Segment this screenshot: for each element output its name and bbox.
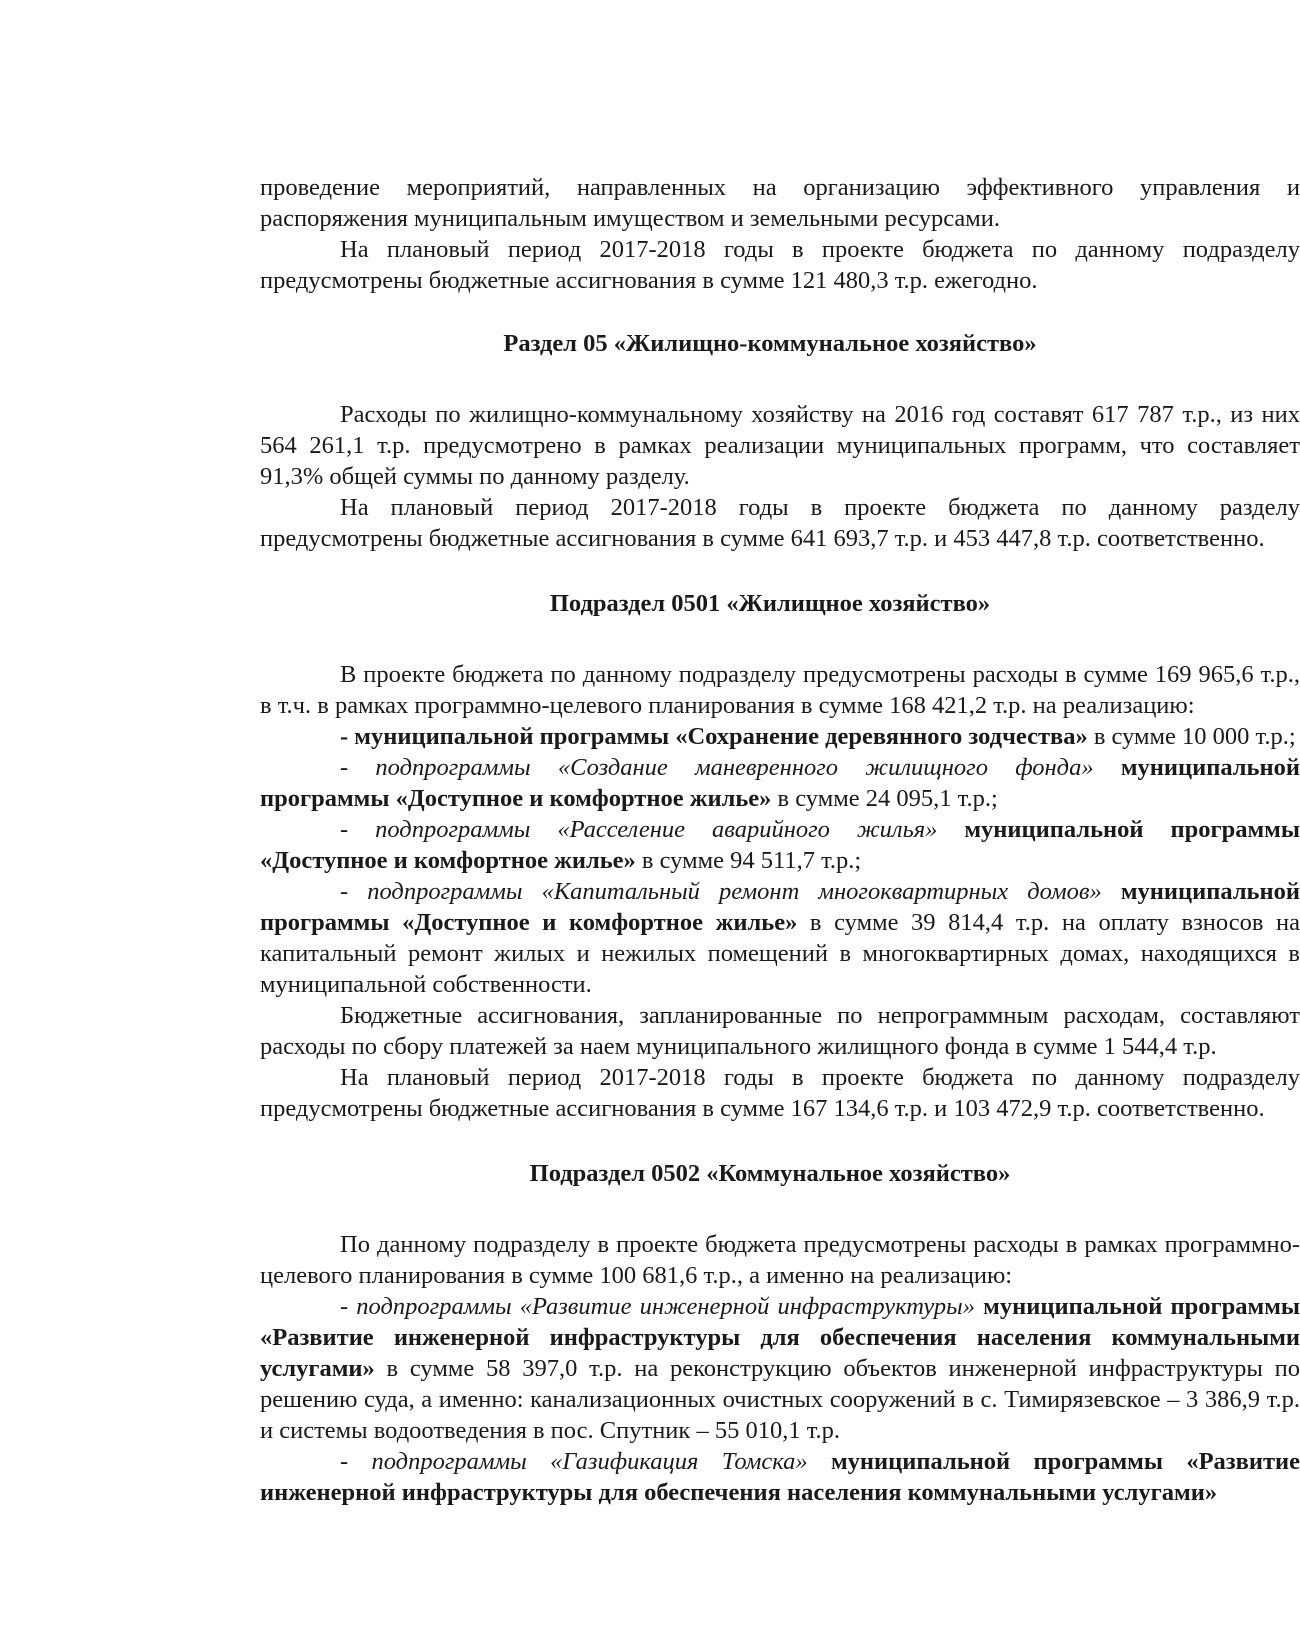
document-body bbox=[260, 172, 1300, 1508]
subprogram-name: - подпрограммы «Расселение аварийного жилья» bbox=[340, 816, 938, 843]
list-item-wooden-architecture bbox=[260, 721, 1300, 752]
list-item-emergency-housing bbox=[260, 814, 1300, 876]
section-05-plan-paragraph: На плановый период 2017-2018 годы в проекте бюджета по данному разделу предусмотрены бюджетные ассигнования в сумме 641 693,7 т.р. и 453 447,8 т.р. соответственно. bbox=[260, 494, 1300, 552]
paragraph-plan-period: На плановый период 2017-2018 годы в проекте бюджета по данному подразделу предусмотрены бюджетные ассигнования в сумме 121 480,3 т.р. ежегодно. bbox=[260, 236, 1300, 294]
subsection-0502-heading: Подраздел 0502 «Коммунальное хозяйство» bbox=[529, 1160, 1011, 1187]
list-item-capital-repair bbox=[260, 876, 1300, 1000]
subsection-0501-intro: В проекте бюджета по данному подразделу предусмотрены расходы в сумме 169 965,6 т.р., в т.ч. в рамках программно-целевого планирования в сумме 168 421,2 т.р. на реализацию: bbox=[260, 661, 1300, 719]
program-name: муниципальной программы «Развитие инженерной инфраструктуры для обеспечения населения коммунальными услугами» bbox=[260, 1293, 1300, 1382]
amount-text: в сумме 10 000 т.р.; bbox=[1087, 723, 1296, 750]
amount-text: в сумме 39 814,4 т.р. на оплату взносов на капитальный ремонт жилых и нежилых помещений в многоквартирных домах, находящихся в муниципальной собственности. bbox=[260, 909, 1300, 998]
program-name: - муниципальной программы «Сохранение деревянного зодчества» bbox=[340, 723, 1088, 750]
subsection-0501-heading: Подраздел 0501 «Жилищное хозяйство» bbox=[549, 590, 991, 617]
amount-text: в сумме 58 397,0 т.р. на реконструкцию объектов инженерной инфраструктуры по решению суда, а именно: канализационных очистных сооружений в с. Тимирязевское – 3 386,9 т.р. и системы водоотведения в пос. Спутник – 55 010,1 т.р. bbox=[260, 1355, 1300, 1444]
program-name: муниципальной программы «Развитие инженерной инфраструктуры для обеспечения населения коммунальными услугами» bbox=[260, 1448, 1300, 1506]
list-item-engineering-infrastructure bbox=[260, 1291, 1300, 1446]
subprogram-name: - подпрограммы «Капитальный ремонт многоквартирных домов» bbox=[340, 878, 1102, 905]
paragraph-continuation: проведение мероприятий, направленных на организацию эффективного управления и распоряжения муниципальным имуществом и земельными ресурсами. bbox=[260, 174, 1300, 232]
amount-text: в сумме 24 095,1 т.р.; bbox=[771, 785, 998, 812]
list-item-maneuver-fund bbox=[260, 752, 1300, 814]
subprogram-name: - подпрограммы «Развитие инженерной инфраструктуры» bbox=[340, 1293, 976, 1320]
section-05-expenses-paragraph: Расходы по жилищно-коммунальному хозяйству на 2016 год составят 617 787 т.р., из них 564 261,1 т.р. предусмотрено в рамках реализации муниципальных программ, что составляет 91,3% общей суммы по данному разделу. bbox=[260, 401, 1300, 490]
program-name: муниципальной программы «Доступное и комфортное жилье» bbox=[260, 754, 1300, 812]
non-program-expenses-paragraph: Бюджетные ассигнования, запланированные по непрограммным расходам, составляют расходы по сбору платежей за наем муниципального жилищного фонда в сумме 1 544,4 т.р. bbox=[260, 1002, 1300, 1060]
subsection-0502-intro: По данному подразделу в проекте бюджета предусмотрены расходы в рамках программно-целевого планирования в сумме 100 681,6 т.р., а именно на реализацию: bbox=[260, 1231, 1300, 1289]
subprogram-name: - подпрограммы «Создание маневренного жилищного фонда» bbox=[340, 754, 1094, 781]
subsection-0501-plan-paragraph: На плановый период 2017-2018 годы в проекте бюджета по данному подразделу предусмотрены бюджетные ассигнования в сумме 167 134,6 т.р. и 103 472,9 т.р. соответственно. bbox=[260, 1064, 1300, 1122]
subprogram-name: - подпрограммы «Газификация Томска» bbox=[340, 1448, 808, 1475]
amount-text: в сумме 94 511,7 т.р.; bbox=[635, 847, 862, 874]
program-name: муниципальной программы «Доступное и комфортное жилье» bbox=[260, 878, 1300, 936]
program-name: муниципальной программы «Доступное и комфортное жилье» bbox=[260, 816, 1300, 874]
section-05-heading: Раздел 05 «Жилищно-коммунальное хозяйство» bbox=[503, 330, 1037, 357]
list-item-gasification bbox=[260, 1446, 1300, 1508]
